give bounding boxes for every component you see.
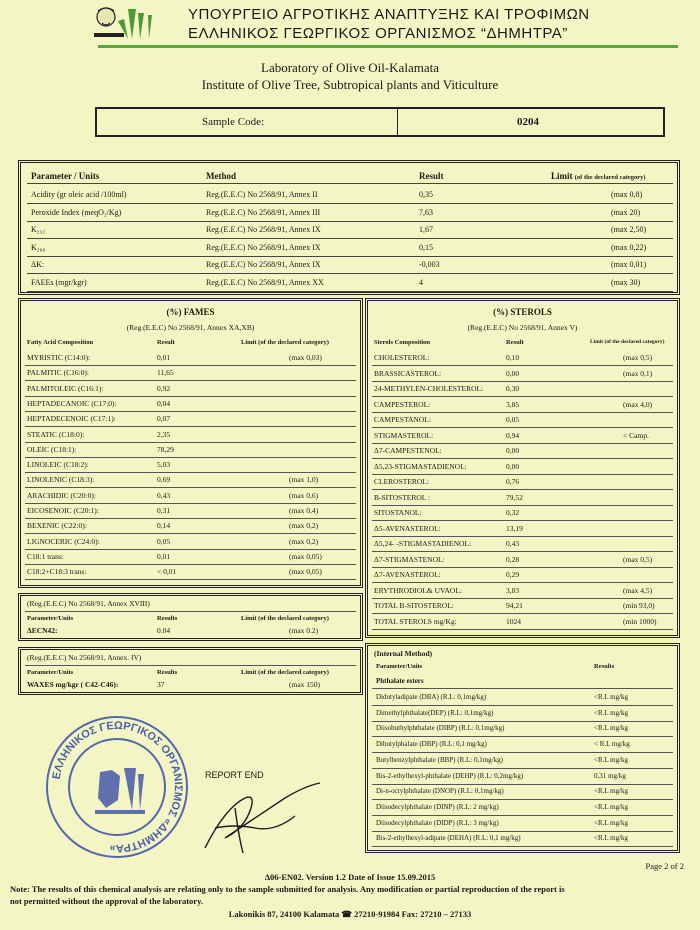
sterol-result: 0,00: [506, 368, 520, 378]
demetra-logo-icon: [88, 3, 183, 43]
sterol-name: CAMPESTANOL:: [374, 415, 431, 424]
fatty-acid-name: LIGNOCERIC (C24:0):: [27, 536, 100, 546]
fames-col-limit: Limit (of the declared category): [241, 339, 329, 346]
param-method: Reg.(E.E.C) No 2568/91, Annex IX: [206, 242, 321, 252]
row-divider: [372, 721, 673, 722]
sterol-name: Δ7-CAMPESTENOL:: [374, 446, 442, 455]
row-divider: [25, 665, 356, 666]
fatty-acid-limit: (max 0,6): [289, 490, 319, 500]
phthalate-result: <R.L mg/kg: [594, 693, 629, 701]
row-divider: [25, 472, 356, 473]
sterol-name: Δ7-STIGMASTENOL:: [374, 554, 445, 564]
row-divider: [372, 381, 673, 382]
row-divider: [372, 365, 673, 366]
phthalate-name: Bis-2-ethylhexyl-phthalate (DEHP) (R.L: 0,2mg/kg): [376, 771, 524, 780]
sterol-result: 0,43: [506, 539, 520, 548]
sterol-name: TOTAL B-SITOSTEROL:: [374, 601, 454, 610]
param-limit: (max 2,50): [611, 225, 647, 234]
sterols-col-result: Result: [506, 339, 524, 346]
waxes-col-param: Parameter/Units: [27, 669, 74, 676]
phthalate-name: Bis-2-ethylhexyl-adipate (DEHA) (R.L: 0,1 mg/kg): [376, 834, 521, 843]
sterol-name: Δ5,23-STIGMASTADIENOL:: [374, 461, 467, 471]
row-divider: [25, 411, 356, 412]
row-divider: [372, 536, 673, 537]
sterol-result: 94,21: [506, 601, 523, 610]
lab-title: Laboratory of Olive Oil-Kalamata: [261, 60, 439, 75]
footer-note-line1: Note: The results of this chemical analysis are relating only to the sample submitted for analysis. Any modification or partial reproduction of the report is: [10, 884, 565, 894]
handwritten-signature-icon: [195, 768, 325, 858]
param-method: Reg.(E.E.C) No 2568/91, Annex III: [206, 207, 321, 217]
sterol-name: B-SITOSTEROL :: [374, 492, 431, 502]
row-divider: [372, 752, 673, 753]
ecn-name: ΔECN42:: [27, 626, 58, 635]
row-divider: [25, 442, 356, 443]
sterols-table: [365, 298, 680, 638]
row-divider: [372, 736, 673, 737]
header-method: Method: [206, 171, 236, 181]
sterol-limit: (max 0,5): [623, 353, 653, 362]
row-divider: [372, 799, 673, 800]
row-divider: [25, 611, 356, 612]
fatty-acid-limit: (max 0,2): [289, 536, 319, 546]
ecn-limit: (max 0.2): [289, 626, 319, 635]
sterol-result: 0,32: [506, 508, 520, 517]
phthalate-result: <R.L mg/kg: [594, 755, 629, 764]
ecn42-table: [18, 593, 363, 641]
phthalates-group: Phthalate esters: [376, 677, 424, 685]
row-divider: [372, 458, 673, 459]
sterol-limit: (min 93,0): [623, 601, 655, 610]
waxes-limit: (max 150): [289, 680, 321, 689]
fatty-acid-name: EICOSENOIC (C20:1):: [27, 506, 99, 515]
sterol-limit: (min 1000): [623, 616, 657, 626]
sterols-col-limit: Limit (of the declared category): [590, 339, 665, 345]
sterol-limit: (max 0,5): [623, 554, 653, 564]
fatty-acid-result: 0,14: [157, 521, 171, 531]
official-round-stamp-icon: [40, 712, 195, 862]
row-divider: [25, 503, 356, 504]
row-divider: [25, 487, 356, 488]
phthalate-result: <R.L mg/kg: [594, 834, 629, 843]
phthalate-result: <R.L mg/kg: [594, 708, 629, 717]
fatty-acid-result: 5,03: [157, 460, 171, 470]
sample-code-value: 0204: [517, 116, 539, 128]
sterol-result: 0,29: [506, 570, 520, 579]
fatty-acid-result: < 0,01: [157, 567, 177, 577]
report-end-label: REPORT END: [205, 770, 264, 780]
row-divider: [25, 365, 356, 366]
row-divider: [372, 784, 673, 785]
sterol-name: Δ5-AVENASTEROL:: [374, 523, 441, 533]
fatty-acid-result: 78,29: [157, 444, 174, 454]
phthalate-result: <R.L mg/kg: [594, 802, 629, 811]
row-divider: [372, 613, 673, 614]
phthalates-col-result: Results: [594, 663, 615, 670]
fatty-acid-result: 2,35: [157, 429, 171, 439]
sterol-name: CLEROSTEROL:: [374, 477, 430, 486]
row-divider: [27, 238, 673, 239]
header-result: Result: [419, 171, 444, 181]
header-parameter: Parameter / Units: [31, 171, 100, 181]
fatty-acid-result: 0,92: [157, 383, 171, 393]
row-divider: [25, 380, 356, 381]
param-limit: (max 0,22): [611, 242, 647, 252]
param-name: FAEEs (mgr/kgr): [31, 277, 87, 287]
param-name: Peroxide Index (meqO₂/Kg): [31, 207, 122, 217]
fatty-acid-name: BEXENIC (C22:0):: [27, 521, 87, 531]
ecn-col-limit: Limit (of the declared category): [241, 615, 329, 622]
row-divider: [372, 831, 673, 832]
fatty-acid-name: HEPTADECANOIC (C17:0):: [27, 398, 117, 408]
fatty-acid-result: 0,07: [157, 414, 171, 424]
document-version: Δ06-EN02. Version 1.2 Date of Issue 15.09.2015: [264, 872, 436, 882]
row-divider: [27, 256, 673, 257]
param-name: ΔK:: [31, 260, 45, 269]
fatty-acid-name: LINOLEIC (C18:2):: [27, 460, 89, 470]
param-limit: (max 0,01): [611, 260, 647, 269]
row-divider: [25, 518, 356, 519]
phthalates-method: (Internal Method): [374, 649, 433, 658]
sterol-result: 0,05: [506, 415, 520, 424]
phthalate-name: Diisodecylphthalate (DINP) (R.L: 2 mg/kg): [376, 802, 499, 811]
fatty-acid-result: 11,65: [157, 368, 174, 378]
phthalate-result: < R.L mg/kg: [594, 740, 630, 749]
fatty-acid-limit: (max 0,05): [289, 567, 322, 577]
sterol-result: 0,30: [506, 384, 520, 393]
phthalate-result: <R.L mg/kg: [594, 818, 629, 827]
sterol-result: 0,00: [506, 461, 520, 471]
phthalate-name: Butylbenzylphthalate (BBP) (R.L: 0,1mg/kg): [376, 755, 503, 764]
sterol-limit: (max 4,0): [623, 399, 653, 409]
header-divider: [98, 45, 678, 48]
waxes-name: WAXES mg/kgr ( C42-C46):: [27, 680, 119, 689]
phthalate-result: <R.L mg/kg: [594, 787, 629, 796]
waxes-result: 37: [157, 680, 165, 689]
fatty-acid-name: PALMITOLEIC (C16:1):: [27, 383, 104, 393]
row-divider: [372, 567, 673, 568]
fatty-acid-name: C18:1 trans:: [27, 551, 64, 561]
fatty-acid-result: 0,31: [157, 506, 171, 515]
param-method: Reg.(E.E.C) No 2568/91, Annex IX: [206, 225, 321, 234]
sterols-title: (%) STEROLS: [493, 307, 552, 317]
sterol-name: CHOLESTEROL:: [374, 353, 430, 362]
row-divider: [372, 427, 673, 428]
ministry-name: ΥΠΟΥΡΓΕΙΟ ΑΓΡΟΤΙΚΗΣ ΑΝΑΠΤΥΞΗΣ ΚΑΙ ΤΡΟΦΙΜΩΝ: [188, 6, 590, 23]
fatty-acid-limit: (max 1,0): [289, 475, 319, 485]
row-divider: [372, 629, 673, 630]
sample-code-label: Sample Code:: [202, 116, 265, 128]
header-limit-label: Limit: [551, 171, 573, 181]
row-divider: [372, 705, 673, 706]
sterol-result: 0,76: [506, 477, 520, 486]
phthalate-name: Dibutylphalate (DBP) (R.L: 0,1 mg/kg): [376, 740, 487, 749]
fatty-acid-name: C18:2+C18:3 trans:: [27, 567, 87, 577]
waxes-table: [18, 647, 363, 695]
ecn-method: (Reg.(E.E.C) No 2568/91, Annex XVIII): [27, 599, 150, 608]
row-divider: [372, 768, 673, 769]
sterol-result: 1024: [506, 616, 521, 626]
institute-title: Institute of Olive Tree, Subtropical plants and Viticulture: [201, 77, 499, 92]
fames-method: (Reg.(E.E.C) No 2568/91, Annex XA,XB): [126, 323, 255, 332]
param-method: Reg.(E.E.C) No 2568/91, Annex XX: [206, 277, 324, 287]
sterol-result: 13,19: [506, 523, 523, 533]
fatty-acid-limit: (max 0,03): [289, 353, 322, 362]
row-divider: [372, 443, 673, 444]
row-divider: [372, 846, 673, 847]
sterol-result: 79,52: [506, 492, 523, 502]
fatty-acid-name: OLEIC (C18:1):: [27, 444, 77, 454]
fames-table: [18, 298, 363, 588]
row-divider: [25, 426, 356, 427]
ecn-col-result: Results: [157, 615, 178, 622]
sample-divider: [397, 109, 398, 135]
row-divider: [27, 221, 673, 222]
row-divider: [27, 291, 673, 292]
row-divider: [372, 815, 673, 816]
sterol-result: 3,83: [506, 585, 520, 595]
fames-title: (%) FAMES: [166, 307, 215, 317]
param-limit: (max 20): [611, 207, 641, 217]
phthalate-name: Diisobuthylphthalate (DIBP) (R.L: 0,1mg/kg): [376, 724, 505, 733]
sterol-name: SITOSTANOL:: [374, 508, 422, 517]
waxes-col-limit: Limit (of the declared category): [241, 669, 329, 676]
fatty-acid-name: PALMITIC (C16:0):: [27, 368, 90, 378]
row-divider: [372, 582, 673, 583]
organization-name: ΕΛΛΗΝΙΚΟΣ ΓΕΩΡΓΙΚΟΣ ΟΡΓΑΝΙΣΜΟΣ “ΔΗΜΗΤΡΑ”: [188, 25, 568, 42]
fatty-acid-name: HEPTADECENOIC (C17:1):: [27, 414, 116, 424]
fatty-acid-result: 0,01: [157, 551, 171, 561]
sterol-result: 0,10: [506, 353, 520, 362]
row-divider: [372, 688, 673, 689]
row-divider: [372, 598, 673, 599]
phthalates-table: [365, 643, 680, 853]
param-name: Acidity (gr oleic acid /100ml): [31, 190, 127, 199]
param-result: 1,67: [419, 225, 433, 234]
waxes-col-result: Results: [157, 669, 178, 676]
fatty-acid-result: 0,04: [157, 398, 171, 408]
sterol-name: TOTAL STEROLS mg/Kg:: [374, 616, 457, 626]
fatty-acid-result: 0,05: [157, 536, 171, 546]
row-divider: [372, 396, 673, 397]
ecn-result: 0.04: [157, 626, 171, 635]
row-divider: [372, 489, 673, 490]
phthalate-result: <R.L mg/kg: [594, 724, 629, 733]
row-divider: [372, 505, 673, 506]
sterol-result: 0,94: [506, 430, 520, 440]
fatty-acid-name: ARACHIDIC (C20:0):: [27, 490, 96, 500]
fames-col-result: Result: [157, 339, 175, 346]
row-divider: [25, 457, 356, 458]
sterol-result: 0,28: [506, 554, 520, 564]
sterol-name: CAMPESTEROL:: [374, 399, 431, 409]
phthalate-result: 0,31 mg/kg: [594, 771, 626, 780]
fatty-acid-limit: (max 0,4): [289, 506, 319, 515]
row-divider: [25, 533, 356, 534]
fatty-acid-name: STEATIC (C18:0):: [27, 429, 85, 439]
param-result: 4: [419, 277, 423, 287]
sterol-name: Δ5,24- -STIGMASTADIENOL:: [374, 539, 472, 548]
fames-col-composition: Fatty Acid Composition: [27, 339, 94, 346]
stamp-text: ΕΛΛΗΝΙΚΟΣ ΓΕΩΡΓΙΚΟΣ ΟΡΓΑΝΙΣΜΟΣ «ΔΗΜΗΤΡΑ»: [50, 719, 185, 855]
param-result: -0,003: [419, 260, 440, 269]
sterol-limit: (max 0,1): [623, 368, 653, 378]
row-divider: [372, 474, 673, 475]
sterols-method: (Reg.(E.E.C) No 2568/91, Annex V): [467, 323, 578, 332]
phthalate-name: Didutyladipate (DBA) (R.L: 0,1mg/kg): [376, 693, 487, 701]
row-divider: [25, 579, 356, 580]
row-divider: [27, 203, 673, 204]
fatty-acid-result: 0,01: [157, 353, 171, 362]
parameters-table: [18, 160, 680, 295]
param-result: 0,35: [419, 190, 433, 199]
row-divider: [372, 551, 673, 552]
header-limit: [551, 171, 646, 181]
param-name: K₂₃₂: [31, 225, 46, 234]
param-limit: (max 30): [611, 277, 641, 287]
param-method: Reg.(E.E.C) No 2568/91, Annex II: [206, 190, 318, 199]
header-limit-sub: (of the declared category): [574, 174, 646, 181]
row-divider: [27, 273, 673, 274]
page-number: Page 2 of 2: [645, 861, 684, 871]
param-result: 7,63: [419, 207, 433, 217]
waxes-method: (Reg.(E.E.C) No 2568/91, Annex. IV): [27, 653, 142, 662]
fatty-acid-result: 0,69: [157, 475, 171, 485]
row-divider: [25, 564, 356, 565]
row-divider: [372, 520, 673, 521]
sterols-col-composition: Sterols Composition: [374, 339, 431, 346]
row-divider: [25, 396, 356, 397]
footer-note-line2: not permitted without the approval of the laboratory.: [10, 896, 203, 906]
param-result: 0,15: [419, 242, 433, 252]
ecn-col-param: Parameter/Units: [27, 615, 74, 622]
fatty-acid-limit: (max 0,2): [289, 521, 319, 531]
sterol-name: 24-METHYLEN-CHOLESTEROL:: [374, 384, 484, 393]
sterol-limit: (max 4,5): [623, 585, 653, 595]
phthalate-name: Di-n-octylphthalate (DNOP) (R.L: 0,1mg/kg): [376, 787, 504, 796]
phthalate-name: Diisodecylphthalate (DIDP) (R.L: 3 mg/kg): [376, 818, 499, 827]
sterol-name: Δ7-AVENASTEROL:: [374, 570, 441, 579]
sterol-name: STIGMASTEROL:: [374, 430, 434, 440]
fatty-acid-name: LINOLENIC (C18:3):: [27, 475, 95, 485]
sample-code-box: [95, 107, 665, 137]
sterol-name: ERYTHRODIOL& UVAOL:: [374, 585, 462, 595]
sterol-limit: < Camp.: [623, 430, 649, 440]
row-divider: [27, 183, 673, 184]
lab-address: Lakonikis 87, 24100 Kalamata ☎ 27210-91984 Fax: 27210 – 27133: [228, 909, 472, 919]
phthalate-name: Dimethylphthalate(DEP) (R.L: 0,1mg/kg): [376, 708, 494, 717]
fatty-acid-result: 0,43: [157, 490, 171, 500]
fatty-acid-name: MYRISTIC (C14:0):: [27, 353, 91, 362]
row-divider: [25, 549, 356, 550]
param-method: Reg.(E.E.C) No 2568/91, Annex IX: [206, 260, 321, 269]
sterol-name: BRASSICASTEROL:: [374, 368, 442, 378]
sterol-result: 3,85: [506, 399, 520, 409]
param-name: K₂₆₈: [31, 242, 46, 252]
phthalates-col-param: Parameter/Units: [376, 663, 423, 670]
sterol-result: 0,00: [506, 446, 520, 455]
fatty-acid-limit: (max 0,05): [289, 551, 322, 561]
param-limit: (max 0,8): [611, 190, 643, 199]
row-divider: [372, 412, 673, 413]
